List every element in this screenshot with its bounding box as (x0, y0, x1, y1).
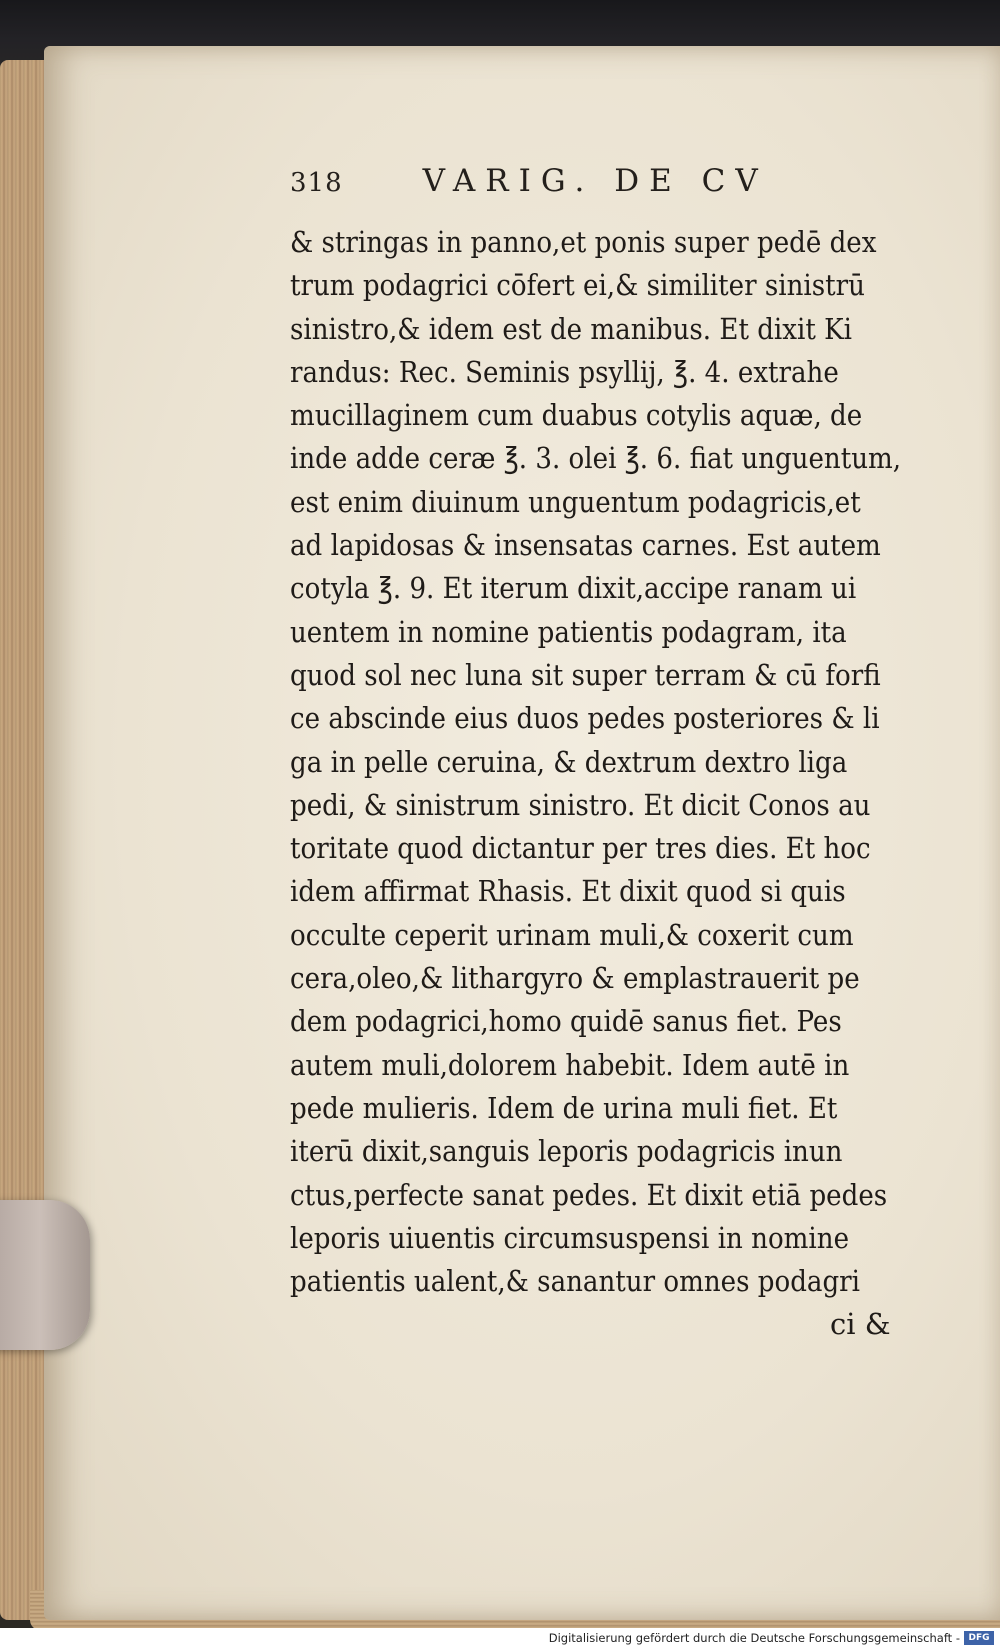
text-line: ce abscinde eius duos pedes posteriores & li (290, 701, 880, 736)
text-line: randus: Rec. Seminis psyllij, ℥. 4. extrahe (290, 354, 839, 389)
text-line: idem affirmat Rhasis. Et dixit quod si quis (290, 874, 846, 909)
text-line: cera,oleo,& lithargyro & emplastrauerit pe (290, 961, 860, 996)
text-line: ga in pelle ceruina, & dextrum dextro liga (290, 744, 848, 779)
text-line: iterū dixit,sanguis leporis podagricis inun (290, 1134, 843, 1169)
text-line: sinistro,& idem est de manibus. Et dixit Ki (290, 311, 852, 346)
text-line: trum podagrici cōfert ei,& similiter sinistrū (290, 268, 865, 303)
text-line: autem muli,dolorem habebit. Idem autē in (290, 1047, 850, 1082)
text-line: ctus,perfecte sanat pedes. Et dixit etiā pedes (290, 1177, 888, 1212)
running-header (290, 163, 870, 203)
holding-thumb (0, 1200, 90, 1350)
text-line: quod sol nec luna sit super terram & cū forfi (290, 657, 881, 692)
text-line: toritate quod dictantur per tres dies. Et hoc (290, 831, 871, 866)
dfg-logo: DFG (964, 1631, 994, 1645)
body-text (290, 221, 990, 1347)
text-line: patientis ualent,& sanantur omnes podagri (290, 1264, 861, 1299)
text-line: dem podagrici,homo quidē sanus fiet. Pes (290, 1004, 842, 1039)
text-line: cotyla ℥. 9. Et iterum dixit,accipe ranam ui (290, 571, 857, 606)
text-line: occulte ceperit urinam muli,& coxerit cum (290, 917, 854, 952)
text-line: mucillaginem cum duabus cotylis aquæ, de (290, 398, 863, 433)
page-number: 318 (290, 168, 343, 198)
digitization-credit: Digitalisierung gefördert durch die Deutsche Forschungsgemeinschaft - (548, 1631, 960, 1645)
text-line: est enim diuinum unguentum podagricis,et (290, 484, 861, 519)
text-line: pede mulieris. Idem de urina muli fiet. Et (290, 1090, 838, 1125)
text-line: ci & (830, 1307, 891, 1342)
text-line: leporis uiuentis circumsuspensi in nomine (290, 1220, 850, 1255)
text-line: inde adde ceræ ℥. 3. olei ℥. 6. fiat unguentum, (290, 441, 902, 476)
text-line: & stringas in panno,et ponis super pedē dex (290, 225, 877, 259)
text-line: uentem in nomine patientis podagram, ita (290, 614, 847, 649)
text-line: ad lapidosas & insensatas carnes. Est autem (290, 528, 881, 563)
running-title: VARIG. DE CV (422, 163, 768, 199)
text-line: pedi, & sinistrum sinistro. Et dicit Conos au (290, 787, 871, 822)
